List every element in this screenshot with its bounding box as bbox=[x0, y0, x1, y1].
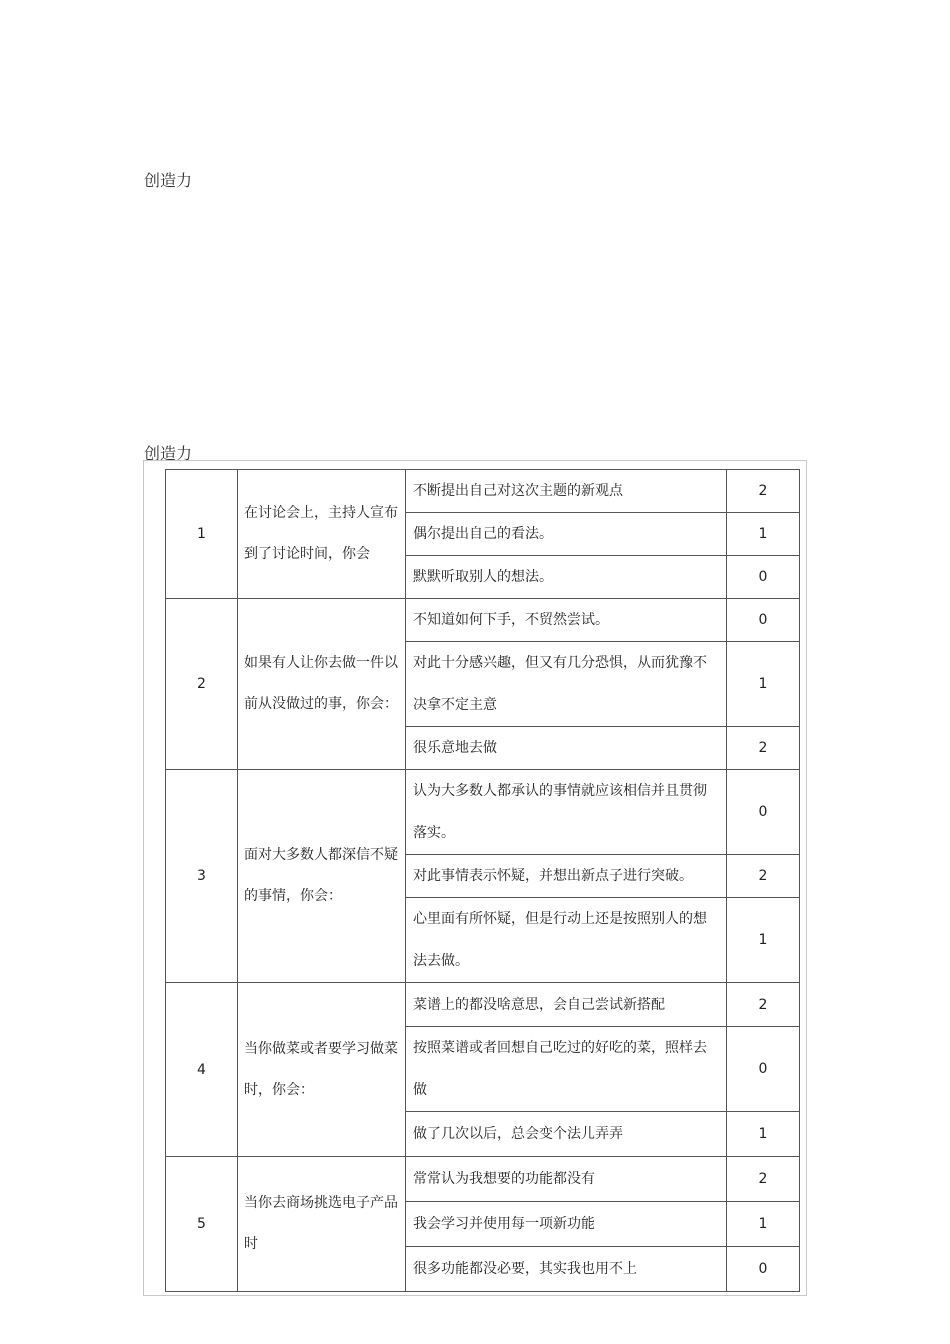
option-score: 0 bbox=[727, 1027, 800, 1112]
option-text: 认为大多数人都承认的事情就应该相信并且贯彻落实。 bbox=[406, 770, 727, 855]
question-number: 1 bbox=[166, 470, 238, 599]
option-text: 偶尔提出自己的看法。 bbox=[406, 513, 727, 556]
table-row bbox=[166, 770, 800, 855]
option-score: 0 bbox=[727, 556, 800, 599]
creativity-questionnaire-table bbox=[165, 469, 800, 1292]
question-number: 4 bbox=[166, 983, 238, 1157]
option-text: 不断提出自己对这次主题的新观点 bbox=[406, 470, 727, 513]
option-text: 很乐意地去做 bbox=[406, 727, 727, 770]
option-score: 1 bbox=[727, 1112, 800, 1157]
option-score: 1 bbox=[727, 898, 800, 983]
table-row bbox=[166, 470, 800, 513]
option-score: 1 bbox=[727, 1202, 800, 1247]
option-text: 很多功能都没必要，其实我也用不上 bbox=[406, 1247, 727, 1292]
table-caption: 创造力 bbox=[144, 444, 193, 463]
option-text: 默默听取别人的想法。 bbox=[406, 556, 727, 599]
section-heading: 创造力 bbox=[144, 171, 193, 190]
option-score: 2 bbox=[727, 727, 800, 770]
option-score: 1 bbox=[727, 642, 800, 727]
question-text: 面对大多数人都深信不疑的事情，你会： bbox=[238, 770, 406, 983]
question-text: 当你去商场挑选电子产品时 bbox=[238, 1157, 406, 1292]
option-score: 2 bbox=[727, 1157, 800, 1202]
question-number: 2 bbox=[166, 599, 238, 770]
option-text: 做了几次以后，总会变个法儿弄弄 bbox=[406, 1112, 727, 1157]
option-text: 我会学习并使用每一项新功能 bbox=[406, 1202, 727, 1247]
option-score: 0 bbox=[727, 770, 800, 855]
option-text: 心里面有所怀疑，但是行动上还是按照别人的想法去做。 bbox=[406, 898, 727, 983]
question-text: 当你做菜或者要学习做菜时，你会： bbox=[238, 983, 406, 1157]
option-score: 1 bbox=[727, 513, 800, 556]
option-text: 不知道如何下手，不贸然尝试。 bbox=[406, 599, 727, 642]
question-number: 5 bbox=[166, 1157, 238, 1292]
option-text: 对此十分感兴趣，但又有几分恐惧，从而犹豫不决拿不定主意 bbox=[406, 642, 727, 727]
option-score: 2 bbox=[727, 470, 800, 513]
option-text: 对此事情表示怀疑，并想出新点子进行突破。 bbox=[406, 855, 727, 898]
option-text: 菜谱上的都没啥意思，会自己尝试新搭配 bbox=[406, 983, 727, 1027]
option-text: 常常认为我想要的功能都没有 bbox=[406, 1157, 727, 1202]
option-score: 2 bbox=[727, 855, 800, 898]
table-row bbox=[166, 599, 800, 642]
question-text: 在讨论会上，主持人宣布到了讨论时间，你会 bbox=[238, 470, 406, 599]
table-row bbox=[166, 983, 800, 1027]
question-number: 3 bbox=[166, 770, 238, 983]
option-score: 0 bbox=[727, 1247, 800, 1292]
question-text: 如果有人让你去做一件以前从没做过的事，你会： bbox=[238, 599, 406, 770]
table-row bbox=[166, 1157, 800, 1202]
option-text: 按照菜谱或者回想自己吃过的好吃的菜，照样去做 bbox=[406, 1027, 727, 1112]
option-score: 0 bbox=[727, 599, 800, 642]
option-score: 2 bbox=[727, 983, 800, 1027]
